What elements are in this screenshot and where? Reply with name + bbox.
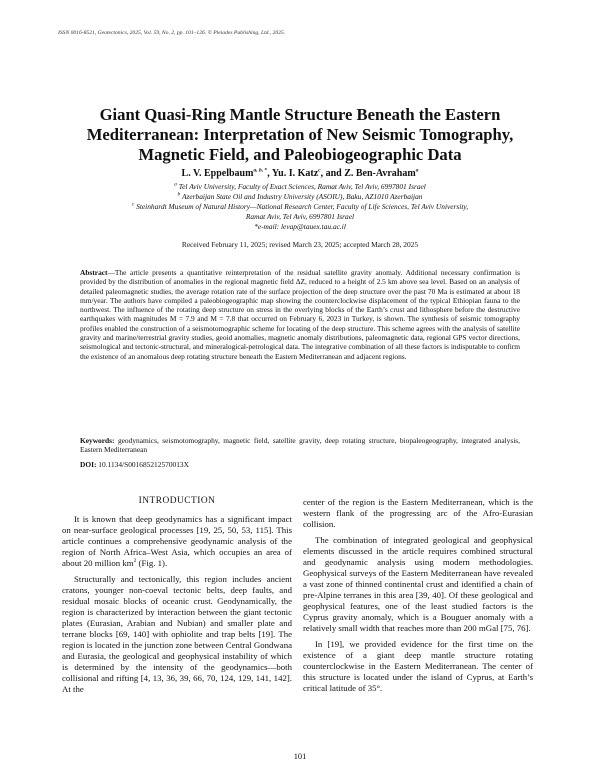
abstract	[80, 268, 520, 361]
journal-citation-line: ISSN 0016-8521, Geotectonics, 2025, Vol. 59, No. 2, pp. 101–126. © Pleiades Publishing, Ltd., 2025.	[58, 30, 286, 36]
corresponding-email[interactable]: *e-mail: levap@tauex.tau.ac.il	[254, 222, 346, 231]
section-heading-introduction: INTRODUCTION	[138, 496, 216, 506]
body-column-left	[62, 496, 292, 700]
doi[interactable]	[80, 460, 189, 469]
title-line-2: Mediterranean: Interpretation of New Seismic Tomography,	[86, 125, 514, 144]
body-column-right	[303, 497, 533, 699]
keywords-text: geodynamics, seismotomography, magnetic field, satellite gravity, deep rotating structure, biopaleogeography, integrated analysis, Eastern Mediterranean	[80, 436, 520, 455]
page-number: 101	[293, 752, 307, 761]
affiliations	[60, 182, 540, 232]
affiliation-b: $^b$ Azerbaijan State Oil and Industry University (ASOIU), Baku, AZ1010 Azerbaijan	[177, 191, 423, 201]
title-line-3: Magnetic Field, and Paleobiogeographic Data	[138, 145, 462, 164]
body-paragraph: It is known that deep geodynamics has a significant impact on near-surface geological processes [19, 25, 50, 53, 115]. This article continues a comprehensive geodynamic analysis of the region of North Africa–West Asia, which occupies an area of about 20 million $km^2$ (Fig. 1).	[62, 514, 292, 568]
doi-label: DOI:	[80, 460, 97, 469]
doi-value: 10.1134/S001685212570013X	[96, 460, 189, 469]
abstract-label: Abstract	[80, 268, 108, 277]
article-title	[70, 105, 530, 165]
received-dates: Received February 11, 2025; revised March 23, 2025; accepted March 28, 2025	[181, 240, 419, 249]
author-ben-avraham: Z. Ben-Avraham	[344, 168, 416, 179]
body-paragraph: The combination of integrated geological and geophysical elements discussed in the article requires combined structural and geodynamic analysis using modern methodologies. Geophysical surveys of the Eastern Mediterranean have revealed a vast zone of thinned continental crust and identified a chain of pre-Alpine terranes in this area [39, 40]. Of these geological and geophysical features, one of the least studied factors is the Cyprus gravity anomaly, which is a Bouguer anomaly with a relatively small width that reaches more than 200 mGal [75, 76].	[303, 535, 533, 633]
title-line-1: Giant Quasi-Ring Mantle Structure Beneath the Eastern	[99, 105, 501, 124]
keywords-label: Keywords:	[80, 436, 115, 445]
author-ben-avraham-affil: a	[415, 167, 419, 174]
keywords	[80, 436, 520, 455]
author-katz: Yu. I. Katz	[271, 168, 319, 179]
body-paragraph: center of the region is the Eastern Mediterranean, which is the western flank of the progressing arc of the Afro-Eurasian collision.	[303, 497, 533, 529]
affiliation-c-cont: Ramat Aviv, Tel Aviv, 6997801 Israel	[245, 212, 355, 221]
author-list: L. V. Eppelbaum$^{a, b, *}$, Yu. I. Katz$^c$, and Z. Ben-Avraham$^a$	[181, 167, 419, 179]
author-eppelbaum-affil: a, b, *	[253, 167, 268, 174]
affiliation-a: $^a$ Tel Aviv University, Faculty of Exact Sciences, Ramat Aviv, Tel Aviv, 6997801 Israel	[174, 181, 426, 191]
author-katz-affil: c	[318, 167, 321, 174]
author-eppelbaum: L. V. Eppelbaum	[181, 168, 254, 179]
abstract-text: —The article presents a quantitative reinterpretation of the residual satellite gravity anomaly. Additional necessary confirmation is provided by the distribution of anomalies in the regional magnetic field ΔZ, reduced to a height of 2.5 km above sea level. Based on an analysis of detailed paleomagnetic studies, the average rotation rate of the surface projection of the deep structure over the past 70 Ma is estimated at about 18 mm/year. The authors have compiled a paleobiogeographic map showing the counterclockwise displacement of the typical Ethiopian fauna to the northwest. The influence of the rotating deep structure on stress in the overlying blocks of the Earth’s crust and lithosphere before the destructive earthquakes with magnitudes M = 7.9 and M = 7.8 that occurred on February 6, 2023 in Turkey, is shown. The synthesis of seismic tomography profiles enabled the construction of a seismotomographic scheme for locating of the deep structure. This scheme agrees with the analysis of satellite gravity and marine/terrestrial gravity studies, geoid anomalies, magnetic anomaly distributions, paleomagnetic data, regional GPS vector directions, seismological and tectonic-structural, and mineralogical-petrological data. The integrative combination of all these factors is indisputable to confirm the existence of an anomalous deep rotating structure beneath the Eastern Mediterranean and adjacent regions.	[80, 268, 520, 361]
body-paragraph: In [19], we provided evidence for the first time on the existence of a giant deep mantle structure rotating counterclockwise in the Eastern Mediterranean. The center of this structure is located under the island of Cyprus, at Earth’s critical latitude of 35°.	[303, 639, 533, 693]
affiliation-c: $^c$ Steinhardt Museum of Natural History—National Research Center, Faculty of Life Sciences, Tel Aviv University,	[131, 201, 469, 211]
body-paragraph: Structurally and tectonically, this region includes ancient cratons, younger non-coeval tectonic belts, deep faults, and residual mosaic blocks of oceanic crust. Geodynamically, the region is characterized by interaction between the giant tectonic plates (Eurasian, Arabian and Nubian) and smaller plate and terrane blocks [69, 140] with ophiolite and trap belts [19]. The region is located in the junction zone between Central Gondwana and Eurasia, the geological and geophysical instability of which is determined by the intensity of the geodynamics—both collisional and rifting [4, 13, 36, 39, 66, 70, 124, 129, 141, 142]. At the	[62, 574, 292, 694]
